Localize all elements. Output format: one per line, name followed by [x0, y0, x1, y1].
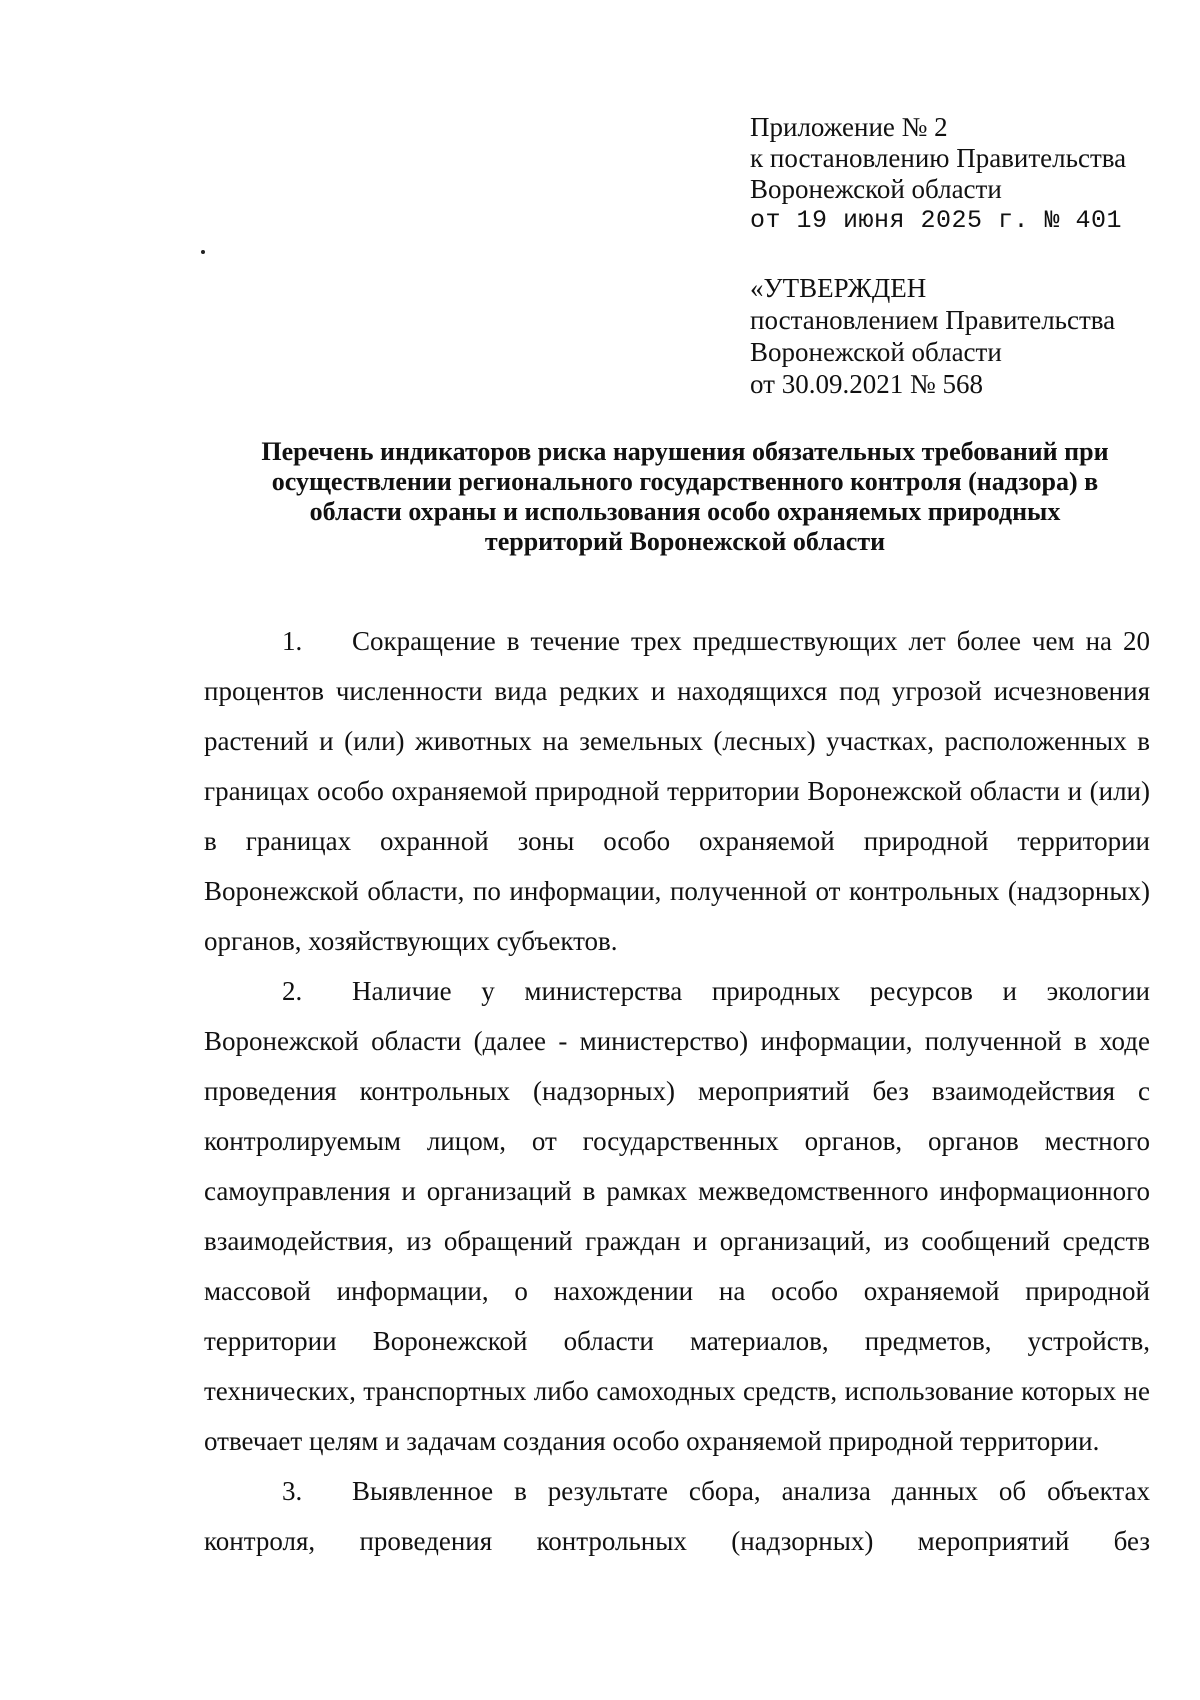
approved-label: «УТВЕРЖДЕН — [750, 273, 927, 303]
approved-region: Воронежской области — [750, 337, 1002, 367]
list-item — [204, 966, 1150, 1466]
item-text: Наличие у министерства природных ресурсов и экологии Воронежской области (далее - министерство) информации, полученной в ходе проведения контрольных (надзорных) мероприятий без взаимодействия с контролируемым лицом, от государственных органов, органов местного самоуправления и организаций в рамках межведомственного информационного взаимодействия, из обращений граждан и организаций, из сообщений средств массовой информации, о нахождении на особо охраняемой природной территории Воронежской области материалов, предметов, устройств, технических, транспортных либо самоходных средств, использование которых не отвечает целям и задачам создания особо охраняемой природной территории. — [204, 976, 1150, 1456]
document-body — [204, 616, 1150, 1566]
scan-dot — [201, 250, 205, 254]
appendix-number: Приложение № 2 — [750, 112, 948, 142]
appendix-date: от 19 июня 2025 г. № 401 — [750, 206, 1123, 235]
item-number: 1. — [282, 626, 303, 656]
title-line-1: Перечень индикаторов риска нарушения обязательных требований при — [261, 437, 1109, 466]
title-line-2: осуществлении регионального государственного контроля (надзора) в — [271, 467, 1099, 496]
list-item — [204, 1466, 1150, 1566]
approved-by: постановлением Правительства — [750, 305, 1116, 335]
approved-date: от 30.09.2021 № 568 — [750, 369, 983, 399]
item-text: Выявленное в результате сбора, анализа данных об объектах контроля, проведения контрольных (надзорных) мероприятий без — [204, 1476, 1150, 1556]
title-line-4: территорий Воронежской области — [484, 527, 886, 556]
title-line-3: области охраны и использования особо охраняемых природных — [309, 497, 1061, 526]
appendix-reference: к постановлению Правительства — [750, 143, 1127, 173]
appendix-region: Воронежской области — [750, 174, 1002, 204]
list-item — [204, 616, 1150, 966]
approved-header — [750, 272, 1170, 400]
item-number: 2. — [282, 976, 303, 1006]
item-number: 3. — [282, 1476, 303, 1506]
document-title — [200, 437, 1170, 557]
appendix-header — [750, 112, 1170, 236]
item-text: Сокращение в течение трех предшествующих лет более чем на 20 процентов численности вида редких и находящихся под угрозой исчезновения растений и (или) животных на земельных (лесных) участках, расположенных в границах особо охраняемой природной территории Воронежской области и (или) в границах охранной зоны особо охраняемой природной территории Воронежской области, по информации, полученной от контрольных (надзорных) органов, хозяйствующих субъектов. — [204, 626, 1150, 956]
